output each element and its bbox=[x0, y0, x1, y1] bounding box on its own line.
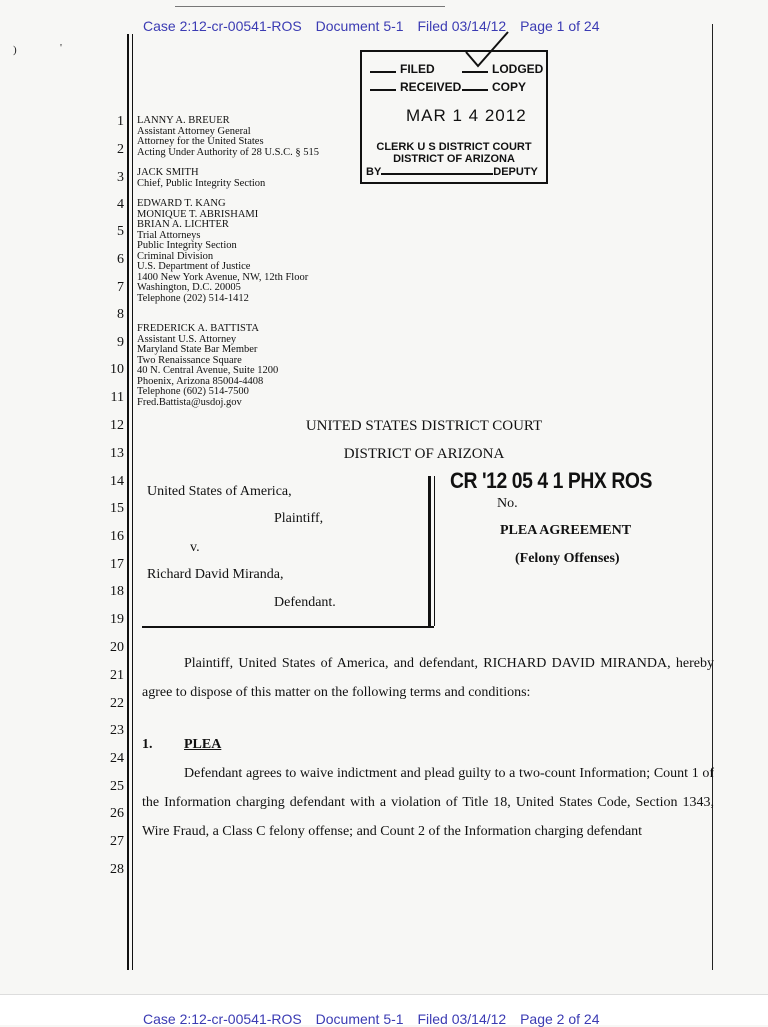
line-number: 25 bbox=[110, 779, 124, 794]
attorney-line: MONIQUE T. ABRISHAMI bbox=[137, 208, 259, 220]
stamp-by: BY bbox=[366, 166, 382, 178]
attorney-line: Criminal Division bbox=[137, 250, 214, 262]
stamp-received: RECEIVED bbox=[400, 80, 462, 94]
header-filed: Filed 03/14/12 bbox=[417, 18, 507, 34]
stamp-filed: FILED bbox=[400, 62, 435, 76]
line-number: 27 bbox=[110, 834, 124, 849]
line-number: 10 bbox=[110, 362, 124, 377]
document-subtitle: (Felony Offenses) bbox=[515, 551, 620, 566]
line-number: 15 bbox=[110, 501, 124, 516]
attorney-line: FREDERICK A. BATTISTA bbox=[137, 323, 259, 334]
stamp-lodged-row bbox=[462, 62, 543, 76]
line-number: 2 bbox=[117, 142, 124, 157]
filing-stamp bbox=[360, 50, 548, 184]
attorney-line: Chief, Public Integrity Section bbox=[137, 177, 266, 189]
line-number: 22 bbox=[110, 696, 124, 711]
plaintiff-name: United States of America, bbox=[147, 484, 292, 499]
left-margin-rule bbox=[127, 34, 129, 970]
attorney-line: Washington, D.C. 20005 bbox=[137, 282, 241, 293]
caption-bottom-rule bbox=[142, 626, 434, 628]
line-number: 6 bbox=[117, 252, 124, 267]
stamp-received-row bbox=[370, 80, 461, 94]
intro-paragraph: Plaintiff, United States of America, and defendant, RICHARD DAVID MIRANDA, hereby agree to dispose of this matter on the following terms and conditions: bbox=[142, 656, 714, 700]
left-margin-rule-inner bbox=[132, 34, 133, 970]
margin-mark: ' bbox=[60, 42, 62, 54]
attorney-line: Acting Under Authority of 28 U.S.C. § 515 bbox=[137, 146, 319, 158]
defendant-name: Richard David Miranda, bbox=[147, 567, 284, 582]
caption-divider-inner bbox=[434, 476, 435, 626]
court-name: UNITED STATES DISTRICT COURT bbox=[305, 418, 543, 434]
attorney-line: Maryland State Bar Member bbox=[137, 344, 258, 355]
next-page-header bbox=[143, 1011, 610, 1027]
line-number: 5 bbox=[117, 224, 124, 239]
attorney-line: 1400 New York Avenue, NW, 12th Floor bbox=[137, 271, 309, 283]
attorney-line: U.S. Department of Justice bbox=[137, 261, 251, 272]
line-number: 24 bbox=[110, 751, 124, 766]
line-number: 17 bbox=[110, 557, 124, 572]
line-number: 4 bbox=[117, 197, 124, 212]
stamp-date: MAR 1 4 2012 bbox=[406, 106, 527, 125]
section-title: PLEA bbox=[184, 737, 222, 752]
stamp-filed-row bbox=[370, 62, 435, 76]
attorney-block-breuer bbox=[137, 116, 319, 158]
line-number: 7 bbox=[117, 280, 124, 295]
attorney-line: Telephone (202) 514-1412 bbox=[137, 292, 249, 304]
attorney-line: 40 N. Central Avenue, Suite 1200 bbox=[137, 365, 279, 376]
stamp-copy-row bbox=[462, 80, 526, 94]
line-number: 8 bbox=[117, 307, 124, 322]
line-number: 18 bbox=[110, 584, 124, 599]
attorney-line: Fred.Battista@usdoj.gov bbox=[137, 396, 242, 408]
section-plea-text: Defendant agrees to waive indictment and plead guilty to a two-count Information; Count 1 of the Information charging defendant with a violation of Title 18, United States Code, Section 1343, Wire Fraud, a Class C felony offense; and Count 2 of the Information charging defendant bbox=[142, 766, 714, 839]
caption-divider bbox=[428, 476, 431, 626]
line-number: 23 bbox=[110, 723, 124, 738]
court-district: DISTRICT OF ARIZONA bbox=[343, 446, 505, 462]
attorney-line: Public Integrity Section bbox=[137, 240, 237, 251]
line-number: 12 bbox=[110, 418, 124, 433]
attorney-line: EDWARD T. KANG bbox=[137, 198, 226, 209]
line-number: 3 bbox=[117, 170, 124, 185]
line-number: 19 bbox=[110, 612, 124, 627]
header-document: Document 5-1 bbox=[315, 18, 404, 34]
attorney-line: Two Renaissance Square bbox=[137, 354, 242, 366]
attorney-line: Assistant U.S. Attorney bbox=[137, 333, 237, 345]
line-number: 11 bbox=[110, 390, 124, 405]
line-number: 13 bbox=[110, 446, 124, 461]
line-number: 28 bbox=[110, 862, 124, 877]
header-filed: Filed 03/14/12 bbox=[417, 1011, 507, 1027]
attorney-line: JACK SMITH bbox=[137, 167, 199, 178]
attorney-line: Phoenix, Arizona 85004-4408 bbox=[137, 375, 264, 387]
versus: v. bbox=[190, 540, 200, 555]
stamp-clerk-line1: CLERK U S DISTRICT COURT bbox=[376, 141, 532, 153]
attorney-line: Attorney for the United States bbox=[137, 136, 264, 147]
stamp-lodged: LODGED bbox=[492, 62, 544, 76]
header-case: Case 2:12-cr-00541-ROS bbox=[143, 1011, 302, 1027]
line-number: 1 bbox=[117, 114, 124, 129]
line-number: 16 bbox=[110, 529, 124, 544]
line-number: 21 bbox=[110, 668, 124, 683]
stamp-clerk-line2: DISTRICT OF ARIZONA bbox=[393, 153, 515, 165]
line-number: 26 bbox=[110, 806, 124, 821]
line-number: 9 bbox=[117, 335, 124, 350]
stamp-copy: COPY bbox=[492, 80, 527, 94]
defendant-role: Defendant. bbox=[274, 595, 336, 610]
attorney-line: Trial Attorneys bbox=[137, 229, 201, 241]
stamp-deputy: DEPUTY bbox=[493, 166, 538, 178]
top-scan-rule bbox=[175, 6, 445, 7]
line-number: 20 bbox=[110, 640, 124, 655]
attorney-block-trial bbox=[137, 199, 308, 304]
section-heading-plea bbox=[142, 737, 221, 753]
case-number-label: No. bbox=[497, 496, 518, 511]
section-number: 1. bbox=[142, 737, 153, 752]
header-page: Page 1 of 24 bbox=[520, 18, 600, 34]
document-title: PLEA AGREEMENT bbox=[500, 523, 632, 538]
attorney-block-battista bbox=[137, 324, 278, 408]
plaintiff-role: Plaintiff, bbox=[274, 511, 324, 526]
header-document: Document 5-1 bbox=[315, 1011, 404, 1027]
header-page: Page 2 of 24 bbox=[520, 1011, 600, 1027]
margin-mark: ) bbox=[13, 44, 17, 56]
attorney-line: Assistant Attorney General bbox=[137, 125, 251, 137]
line-number: 14 bbox=[110, 474, 124, 489]
header-case: Case 2:12-cr-00541-ROS bbox=[143, 18, 302, 34]
attorney-block-smith bbox=[137, 168, 265, 189]
case-number-stamp: CR '12 05 4 1 PHX ROS bbox=[450, 468, 652, 493]
attorney-line: LANNY A. BREUER bbox=[137, 115, 230, 126]
attorney-line: Telephone (602) 514-7500 bbox=[137, 386, 249, 397]
attorney-line: BRIAN A. LICHTER bbox=[137, 219, 229, 230]
ecf-header bbox=[143, 18, 610, 34]
stamp-by-row bbox=[366, 166, 538, 178]
